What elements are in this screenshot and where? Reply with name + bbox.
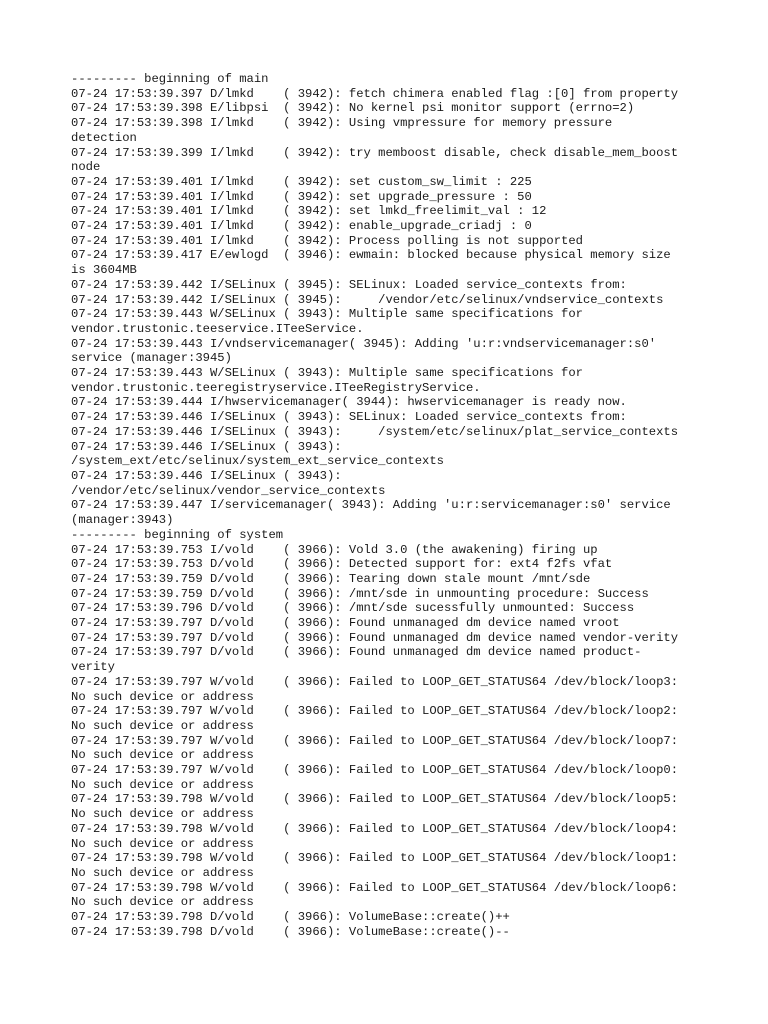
log-line: No such device or address [71, 865, 254, 880]
log-line: 07-24 17:53:39.798 W/vold ( 3966): Failed to LOOP_GET_STATUS64 /dev/block/loop6: [71, 880, 679, 895]
log-line: 07-24 17:53:39.446 I/SELinux ( 3943): /system/etc/selinux/plat_service_contexts [71, 424, 679, 439]
log-line: 07-24 17:53:39.401 I/lmkd ( 3942): enable_upgrade_criadj : 0 [71, 219, 532, 234]
log-line: 07-24 17:53:39.798 W/vold ( 3966): Failed to LOOP_GET_STATUS64 /dev/block/loop1: [71, 851, 679, 866]
log-line: --------- beginning of main [71, 72, 269, 86]
log-line: 07-24 17:53:39.753 D/vold ( 3966): Detected support for: ext4 f2fs vfat [71, 557, 613, 572]
log-line: 07-24 17:53:39.797 W/vold ( 3966): Failed to LOOP_GET_STATUS64 /dev/block/loop2: [71, 704, 679, 719]
log-line: 07-24 17:53:39.401 I/lmkd ( 3942): Process polling is not supported [71, 233, 583, 248]
log-line: 07-24 17:53:39.759 D/vold ( 3966): Tearing down stale mount /mnt/sde [71, 571, 591, 586]
log-page [71, 72, 721, 939]
log-line: No such device or address [71, 836, 254, 851]
log-line: (manager:3943) [71, 513, 174, 528]
log-line: vendor.trustonic.teeservice.ITeeService. [71, 321, 364, 336]
log-line: verity [71, 660, 115, 675]
log-line: 07-24 17:53:39.447 I/servicemanager( 3943): Adding 'u:r:servicemanager:s0' service [71, 498, 671, 513]
log-line: --------- beginning of system [71, 527, 284, 542]
log-line: No such device or address [71, 807, 254, 822]
log-line: 07-24 17:53:39.796 D/vold ( 3966): /mnt/sde sucessfully unmounted: Success [71, 601, 635, 616]
log-line: node [71, 160, 101, 175]
log-line: 07-24 17:53:39.443 W/SELinux ( 3943): Multiple same specifications for [71, 366, 583, 381]
log-line: 07-24 17:53:39.797 W/vold ( 3966): Failed to LOOP_GET_STATUS64 /dev/block/loop3: [71, 674, 679, 689]
log-line: 07-24 17:53:39.399 I/lmkd ( 3942): try memboost disable, check disable_mem_boost [71, 145, 679, 160]
log-line: is 3604MB [71, 263, 137, 278]
log-line: No such device or address [71, 895, 254, 910]
log-line: 07-24 17:53:39.398 I/lmkd ( 3942): Using vmpressure for memory pressure [71, 116, 613, 131]
log-line: 07-24 17:53:39.759 D/vold ( 3966): /mnt/sde in unmounting procedure: Success [71, 586, 649, 601]
log-line: 07-24 17:53:39.442 I/SELinux ( 3945): SELinux: Loaded service_contexts from: [71, 277, 627, 292]
log-line: 07-24 17:53:39.446 I/SELinux ( 3943): [71, 468, 342, 483]
log-line: 07-24 17:53:39.798 D/vold ( 3966): VolumeBase::create()++ [71, 910, 510, 925]
log-line: /system_ext/etc/selinux/system_ext_service_contexts [71, 454, 444, 469]
log-line: 07-24 17:53:39.798 D/vold ( 3966): VolumeBase::create()-- [71, 924, 510, 939]
log-line: service (manager:3945) [71, 351, 232, 366]
log-line: 07-24 17:53:39.444 I/hwservicemanager( 3944): hwservicemanager is ready now. [71, 395, 627, 410]
log-line: 07-24 17:53:39.446 I/SELinux ( 3943): [71, 439, 342, 454]
log-line: 07-24 17:53:39.401 I/lmkd ( 3942): set lmkd_freelimit_val : 12 [71, 204, 547, 219]
log-line: 07-24 17:53:39.753 I/vold ( 3966): Vold 3.0 (the awakening) firing up [71, 542, 598, 557]
log-line: 07-24 17:53:39.797 W/vold ( 3966): Failed to LOOP_GET_STATUS64 /dev/block/loop7: [71, 733, 679, 748]
log-line: No such device or address [71, 718, 254, 733]
log-line: 07-24 17:53:39.446 I/SELinux ( 3943): SELinux: Loaded service_contexts from: [71, 410, 627, 425]
log-line: 07-24 17:53:39.797 D/vold ( 3966): Found unmanaged dm device named vroot [71, 616, 620, 631]
log-line: 07-24 17:53:39.442 I/SELinux ( 3945): /vendor/etc/selinux/vndservice_contexts [71, 292, 664, 307]
log-line: 07-24 17:53:39.797 D/vold ( 3966): Found unmanaged dm device named vendor-verity [71, 630, 679, 645]
log-line: 07-24 17:53:39.401 I/lmkd ( 3942): set custom_sw_limit : 225 [71, 174, 532, 189]
log-line: vendor.trustonic.teeregistryservice.ITeeRegistryService. [71, 380, 481, 395]
log-line: No such device or address [71, 748, 254, 763]
log-line: No such device or address [71, 689, 254, 704]
log-line: 07-24 17:53:39.443 I/vndservicemanager( 3945): Adding 'u:r:vndservicemanager:s0' [71, 336, 657, 351]
log-line: 07-24 17:53:39.398 E/libpsi ( 3942): No kernel psi monitor support (errno=2) [71, 101, 635, 116]
log-line: 07-24 17:53:39.417 E/ewlogd ( 3946): ewmain: blocked because physical memory size [71, 248, 671, 263]
log-line: /vendor/etc/selinux/vendor_service_contexts [71, 483, 386, 498]
log-line: No such device or address [71, 777, 254, 792]
log-line: 07-24 17:53:39.798 W/vold ( 3966): Failed to LOOP_GET_STATUS64 /dev/block/loop5: [71, 792, 679, 807]
log-line: 07-24 17:53:39.443 W/SELinux ( 3943): Multiple same specifications for [71, 307, 583, 322]
log-line: 07-24 17:53:39.397 D/lmkd ( 3942): fetch chimera enabled flag :[0] from property [71, 86, 679, 101]
log-line: 07-24 17:53:39.401 I/lmkd ( 3942): set upgrade_pressure : 50 [71, 189, 532, 204]
log-line: 07-24 17:53:39.797 W/vold ( 3966): Failed to LOOP_GET_STATUS64 /dev/block/loop0: [71, 763, 679, 778]
log-line: 07-24 17:53:39.798 W/vold ( 3966): Failed to LOOP_GET_STATUS64 /dev/block/loop4: [71, 821, 679, 836]
log-line: 07-24 17:53:39.797 D/vold ( 3966): Found unmanaged dm device named product- [71, 645, 642, 660]
log-line: detection [71, 130, 137, 145]
